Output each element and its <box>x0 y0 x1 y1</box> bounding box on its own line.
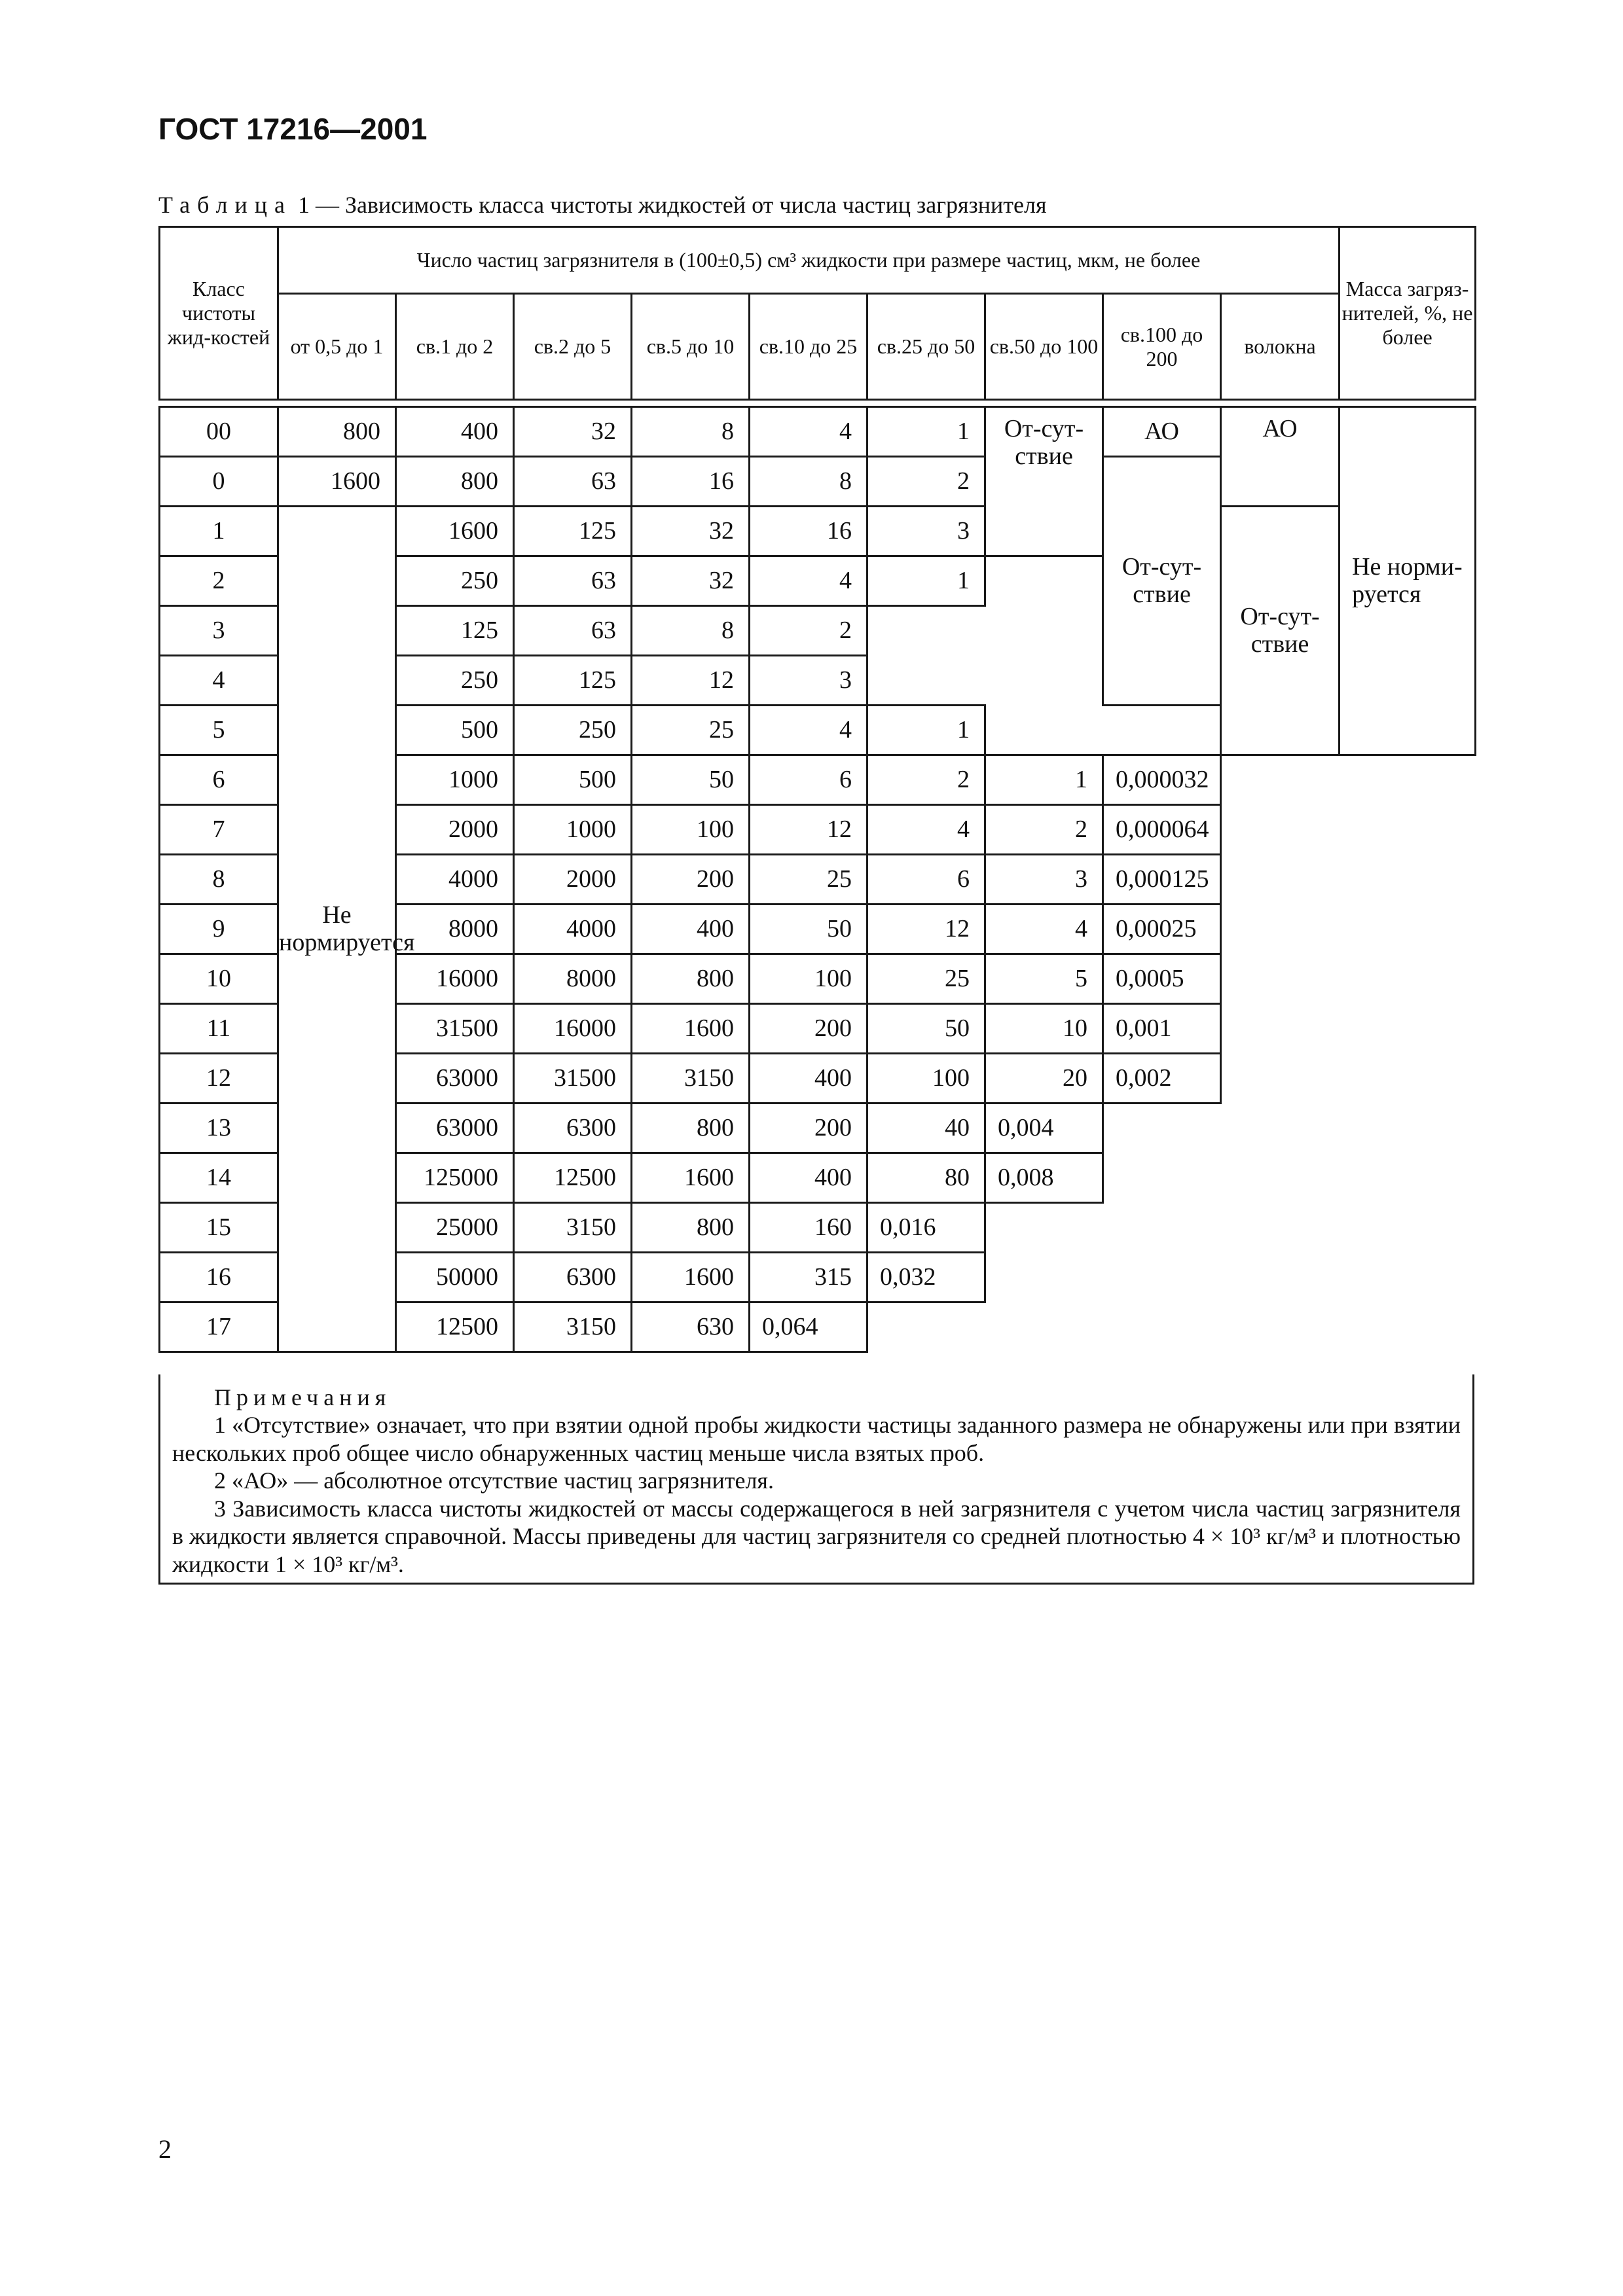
document-code: ГОСТ 17216—2001 <box>158 112 428 146</box>
head-class: Класс чистоты жид-костей <box>160 227 278 400</box>
count-cell: 16 <box>750 507 867 556</box>
count-cell: 50000 <box>396 1253 514 1302</box>
ao-cell: АО <box>1221 407 1340 507</box>
head-size-3: св.5 до 10 <box>632 294 750 400</box>
count-cell: 2 <box>867 755 985 805</box>
count-cell: 250 <box>396 656 514 706</box>
count-cell: 250 <box>514 706 632 755</box>
count-cell: 100 <box>750 954 867 1004</box>
count-cell: 3 <box>867 507 985 556</box>
count-cell: 2 <box>985 805 1103 855</box>
count-cell: 400 <box>632 905 750 954</box>
mass-cell: 0,00025 <box>1103 905 1221 954</box>
count-cell: 16000 <box>396 954 514 1004</box>
head-count-group: Число частиц загрязнителя в (100±0,5) см³ жидкости при размере частиц, мкм, не более <box>278 227 1340 294</box>
count-cell: 100 <box>867 1054 985 1103</box>
caption-text: 1 — Зависимость класса чистоты жидкостей от числа частиц загрязнителя <box>297 192 1047 218</box>
count-cell: 6 <box>750 755 867 805</box>
count-cell: 5 <box>985 954 1103 1004</box>
count-cell: 125 <box>396 606 514 656</box>
absent-span: От-сут-ствие <box>1221 507 1340 755</box>
count-cell: 16 <box>632 457 750 507</box>
page-number: 2 <box>158 2134 172 2164</box>
count-cell: 50 <box>632 755 750 805</box>
count-cell: 16000 <box>514 1004 632 1054</box>
count-cell: 4 <box>750 407 867 457</box>
count-cell: 1000 <box>514 805 632 855</box>
count-cell: 1600 <box>396 507 514 556</box>
count-cell: 50 <box>867 1004 985 1054</box>
class-cell: 5 <box>160 706 278 755</box>
count-cell: 25000 <box>396 1203 514 1253</box>
count-cell: 20 <box>985 1054 1103 1103</box>
count-cell: 400 <box>750 1153 867 1203</box>
count-cell: 4 <box>750 706 867 755</box>
class-cell: 17 <box>160 1302 278 1352</box>
class-cell: 6 <box>160 755 278 805</box>
count-cell: 2000 <box>396 805 514 855</box>
count-cell: 125000 <box>396 1153 514 1203</box>
count-cell: 400 <box>750 1054 867 1103</box>
count-cell: 32 <box>632 507 750 556</box>
count-cell: 8000 <box>514 954 632 1004</box>
class-cell: 16 <box>160 1253 278 1302</box>
notes-title: Примечания <box>214 1384 392 1410</box>
mass-cell: 0,001 <box>1103 1004 1221 1054</box>
count-cell: 50 <box>750 905 867 954</box>
count-cell: 3 <box>750 656 867 706</box>
class-cell: 00 <box>160 407 278 457</box>
count-cell: 4000 <box>514 905 632 954</box>
class-cell: 4 <box>160 656 278 706</box>
count-cell: 3 <box>985 855 1103 905</box>
count-cell: 6300 <box>514 1103 632 1153</box>
count-cell: 63 <box>514 606 632 656</box>
count-cell: 8 <box>750 457 867 507</box>
count-cell: 1 <box>867 706 985 755</box>
head-size-7: св.100 до 200 <box>1103 294 1221 400</box>
head-mass: Масса загряз-нителей, %, не более <box>1340 227 1476 400</box>
count-cell: 2000 <box>514 855 632 905</box>
note-2: 2 «АО» — абсолютное отсутствие частиц загрязнителя. <box>214 1467 774 1494</box>
mass-cell: 0,0005 <box>1103 954 1221 1004</box>
count-cell: 125 <box>514 656 632 706</box>
count-cell: 500 <box>514 755 632 805</box>
mass-cell: 0,064 <box>750 1302 867 1352</box>
count-cell: 4000 <box>396 855 514 905</box>
class-cell: 7 <box>160 805 278 855</box>
head-size-6: св.50 до 100 <box>985 294 1103 400</box>
count-cell: 12500 <box>396 1302 514 1352</box>
count-cell: 3150 <box>514 1203 632 1253</box>
head-size-8: волокна <box>1221 294 1340 400</box>
count-cell: 2 <box>867 457 985 507</box>
count-cell: 4 <box>985 905 1103 954</box>
ao-cell: АО <box>1103 407 1221 457</box>
count-cell: 63 <box>514 457 632 507</box>
class-cell: 12 <box>160 1054 278 1103</box>
class-cell: 14 <box>160 1153 278 1203</box>
count-cell: 12 <box>750 805 867 855</box>
count-cell: 100 <box>632 805 750 855</box>
count-cell: 800 <box>396 457 514 507</box>
mass-not-normed: Не норми-руется <box>1340 407 1476 755</box>
count-cell: 4 <box>750 556 867 606</box>
table-grid <box>158 226 1476 1353</box>
class-cell: 13 <box>160 1103 278 1153</box>
count-cell: 6300 <box>514 1253 632 1302</box>
count-cell: 250 <box>396 556 514 606</box>
class-cell: 11 <box>160 1004 278 1054</box>
count-cell: 1 <box>985 755 1103 805</box>
count-cell: 8 <box>632 407 750 457</box>
count-cell: 800 <box>632 1103 750 1153</box>
count-cell: 200 <box>750 1004 867 1054</box>
head-size-4: св.10 до 25 <box>750 294 867 400</box>
count-cell: 8 <box>632 606 750 656</box>
class-cell: 15 <box>160 1203 278 1253</box>
count-cell: 63000 <box>396 1054 514 1103</box>
count-cell: 500 <box>396 706 514 755</box>
class-cell: 2 <box>160 556 278 606</box>
head-size-1: св.1 до 2 <box>396 294 514 400</box>
count-cell: 1600 <box>632 1253 750 1302</box>
absent-span: От-сут-ствие <box>1103 457 1221 706</box>
class-cell: 3 <box>160 606 278 656</box>
count-cell: 6 <box>867 855 985 905</box>
note-1: 1 «Отсутствие» означает, что при взятии одной пробы жидкости частицы заданного размера не обнаружены или при взятии нескольких проб общее число обнаруженных частиц меньше числа взятых проб. <box>172 1412 1461 1466</box>
count-cell: 1 <box>867 556 985 606</box>
count-cell: 800 <box>278 407 396 457</box>
count-cell: 1600 <box>278 457 396 507</box>
count-cell: 63 <box>514 556 632 606</box>
count-cell: 1 <box>867 407 985 457</box>
count-cell: 1600 <box>632 1004 750 1054</box>
count-cell: 12 <box>632 656 750 706</box>
count-cell: 4 <box>867 805 985 855</box>
count-cell: 1600 <box>632 1153 750 1203</box>
count-cell: 200 <box>750 1103 867 1153</box>
count-cell: 200 <box>632 855 750 905</box>
count-cell: 12500 <box>514 1153 632 1203</box>
table-row <box>160 407 1476 457</box>
mass-cell: 0,032 <box>867 1253 985 1302</box>
count-cell: 800 <box>632 954 750 1004</box>
note-3: 3 Зависимость класса чистоты жидкостей от массы содержащегося в ней загрязнителя с учетом числа частиц загрязнителя в жидкости является справочной. Массы приведены для частиц загрязнителя со средней плотностью 4 × 10³ кг/м³ и плотностью жидкости 1 × 10³ кг/м³. <box>172 1495 1461 1577</box>
absent-span: От-сут-ствие <box>985 407 1103 556</box>
mass-cell: 0,000032 <box>1103 755 1221 805</box>
count-cell: 315 <box>750 1253 867 1302</box>
class-cell: 9 <box>160 905 278 954</box>
mass-cell: 0,002 <box>1103 1054 1221 1103</box>
head-size-5: св.25 до 50 <box>867 294 985 400</box>
count-cell: 800 <box>632 1203 750 1253</box>
table-caption <box>158 191 1047 219</box>
mass-cell: 0,016 <box>867 1203 985 1253</box>
head-size-0: от 0,5 до 1 <box>278 294 396 400</box>
table-row <box>160 507 1476 556</box>
count-cell: 25 <box>632 706 750 755</box>
head-size-2: св.2 до 5 <box>514 294 632 400</box>
count-cell: 125 <box>514 507 632 556</box>
count-cell: 1000 <box>396 755 514 805</box>
count-cell: 25 <box>867 954 985 1004</box>
not-normed-region: Не нормируется <box>278 507 396 1352</box>
mass-cell: 0,000125 <box>1103 855 1221 905</box>
count-cell: 400 <box>396 407 514 457</box>
count-cell: 12 <box>867 905 985 954</box>
count-cell: 160 <box>750 1203 867 1253</box>
table-notes <box>158 1374 1474 1585</box>
mass-cell: 0,008 <box>985 1153 1103 1203</box>
caption-prefix: Таблица <box>158 192 292 218</box>
count-cell: 3150 <box>632 1054 750 1103</box>
count-cell: 3150 <box>514 1302 632 1352</box>
count-cell: 25 <box>750 855 867 905</box>
count-cell: 32 <box>514 407 632 457</box>
class-cell: 8 <box>160 855 278 905</box>
count-cell: 32 <box>632 556 750 606</box>
class-cell: 10 <box>160 954 278 1004</box>
class-cell: 1 <box>160 507 278 556</box>
class-cell: 0 <box>160 457 278 507</box>
count-cell: 10 <box>985 1004 1103 1054</box>
count-cell: 40 <box>867 1103 985 1153</box>
mass-cell: 0,000064 <box>1103 805 1221 855</box>
count-cell: 63000 <box>396 1103 514 1153</box>
count-cell: 31500 <box>514 1054 632 1103</box>
count-cell: 630 <box>632 1302 750 1352</box>
count-cell: 31500 <box>396 1004 514 1054</box>
count-cell: 80 <box>867 1153 985 1203</box>
mass-cell: 0,004 <box>985 1103 1103 1153</box>
count-cell: 8000 <box>396 905 514 954</box>
count-cell: 2 <box>750 606 867 656</box>
